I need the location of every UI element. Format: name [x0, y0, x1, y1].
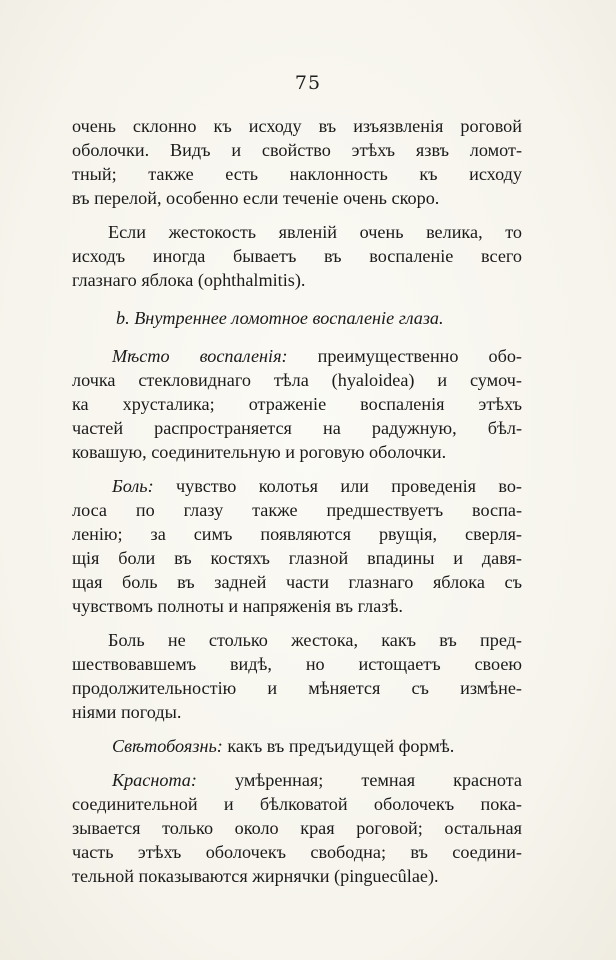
- text-run: какъ въ предъидущей формѣ.: [222, 736, 455, 756]
- text-line: часть этѣхъ оболочекъ свободна; въ соедини-: [72, 842, 522, 862]
- text-line: зывается только около края роговой; остальная: [72, 818, 522, 838]
- section-heading: b. Внутреннее ломотное воспаленіе глаза.: [116, 308, 444, 328]
- text-line: ка хрусталика; отраженіе воспаленія этѣхъ: [72, 394, 522, 414]
- term-label: Краснота:: [112, 770, 197, 790]
- text-line: [72, 474, 522, 498]
- text-run: умѣренная; темная краснота: [196, 770, 522, 790]
- text-line: оболочки. Видъ и свойство этѣхъ язвъ ломот-: [72, 140, 522, 160]
- text-run: чувство колотья или проведенія во-: [153, 476, 522, 496]
- term-label: Боль:: [112, 476, 154, 496]
- text-line: частей распространяется на радужную, бѣл-: [72, 418, 522, 438]
- paragraph-continuation: [72, 114, 522, 210]
- text-line: исходъ иногда бываетъ въ воспаленіе всего: [72, 246, 522, 266]
- text-run: преимущественно обо-: [287, 346, 522, 366]
- text-line: [72, 734, 522, 758]
- term-label: Свѣтобоязнь:: [112, 736, 223, 756]
- text-line: Если жестокость явленій очень велика, то: [108, 222, 522, 242]
- text-line: чувствомъ полноты и напряженія въ глазѣ.: [72, 596, 403, 616]
- text-line: [72, 768, 522, 792]
- text-line: щая боль въ задней части глазнаго яблока съ: [72, 572, 522, 592]
- page-body: [72, 114, 522, 888]
- text-line: продолжительностію и мѣняется съ измѣне-: [72, 678, 522, 698]
- text-line: [72, 344, 522, 368]
- paragraph-pain-severity: [72, 628, 522, 724]
- text-line: щія боли въ костяхъ глазной впадины и давя-: [72, 548, 522, 568]
- paragraph-severity: [72, 220, 522, 292]
- paragraph-photophobia: [72, 734, 522, 758]
- paragraph-redness: [72, 768, 522, 888]
- text-line: ніями погоды.: [72, 702, 182, 722]
- term-label: Мѣсто воспаленія:: [112, 346, 288, 366]
- text-line: Боль не столько жестока, какъ въ пред-: [108, 630, 522, 650]
- text-line: соединительной и бѣлковатой оболочекъ пока-: [72, 794, 522, 814]
- text-line: шествовавшемъ видѣ, но истощаетъ своею: [72, 654, 522, 674]
- text-line: ленію; за симъ появляются рвущія, сверля-: [72, 524, 522, 544]
- paragraph-pain: [72, 474, 522, 618]
- paragraph-location: [72, 344, 522, 464]
- text-line: тный; также есть наклонность къ исходу: [72, 164, 522, 184]
- text-line: лоса по глазу также предшествуетъ воспа-: [72, 500, 522, 520]
- text-line: лочка стекловиднаго тѣла (hyaloidea) и сумоч-: [72, 370, 522, 390]
- text-line: ковашую, соединительную и роговую оболочки.: [72, 442, 447, 462]
- page-number: 75: [294, 72, 322, 94]
- text-line: очень склонно къ исходу въ изъязвленія роговой: [72, 116, 522, 136]
- text-line: глазнаго яблока (ophthalmitis).: [72, 270, 306, 290]
- text-line: въ перелой, особенно если теченіе очень скоро.: [72, 188, 440, 208]
- text-line: тельной показываются жирнячки (pinguecûlae).: [72, 866, 439, 886]
